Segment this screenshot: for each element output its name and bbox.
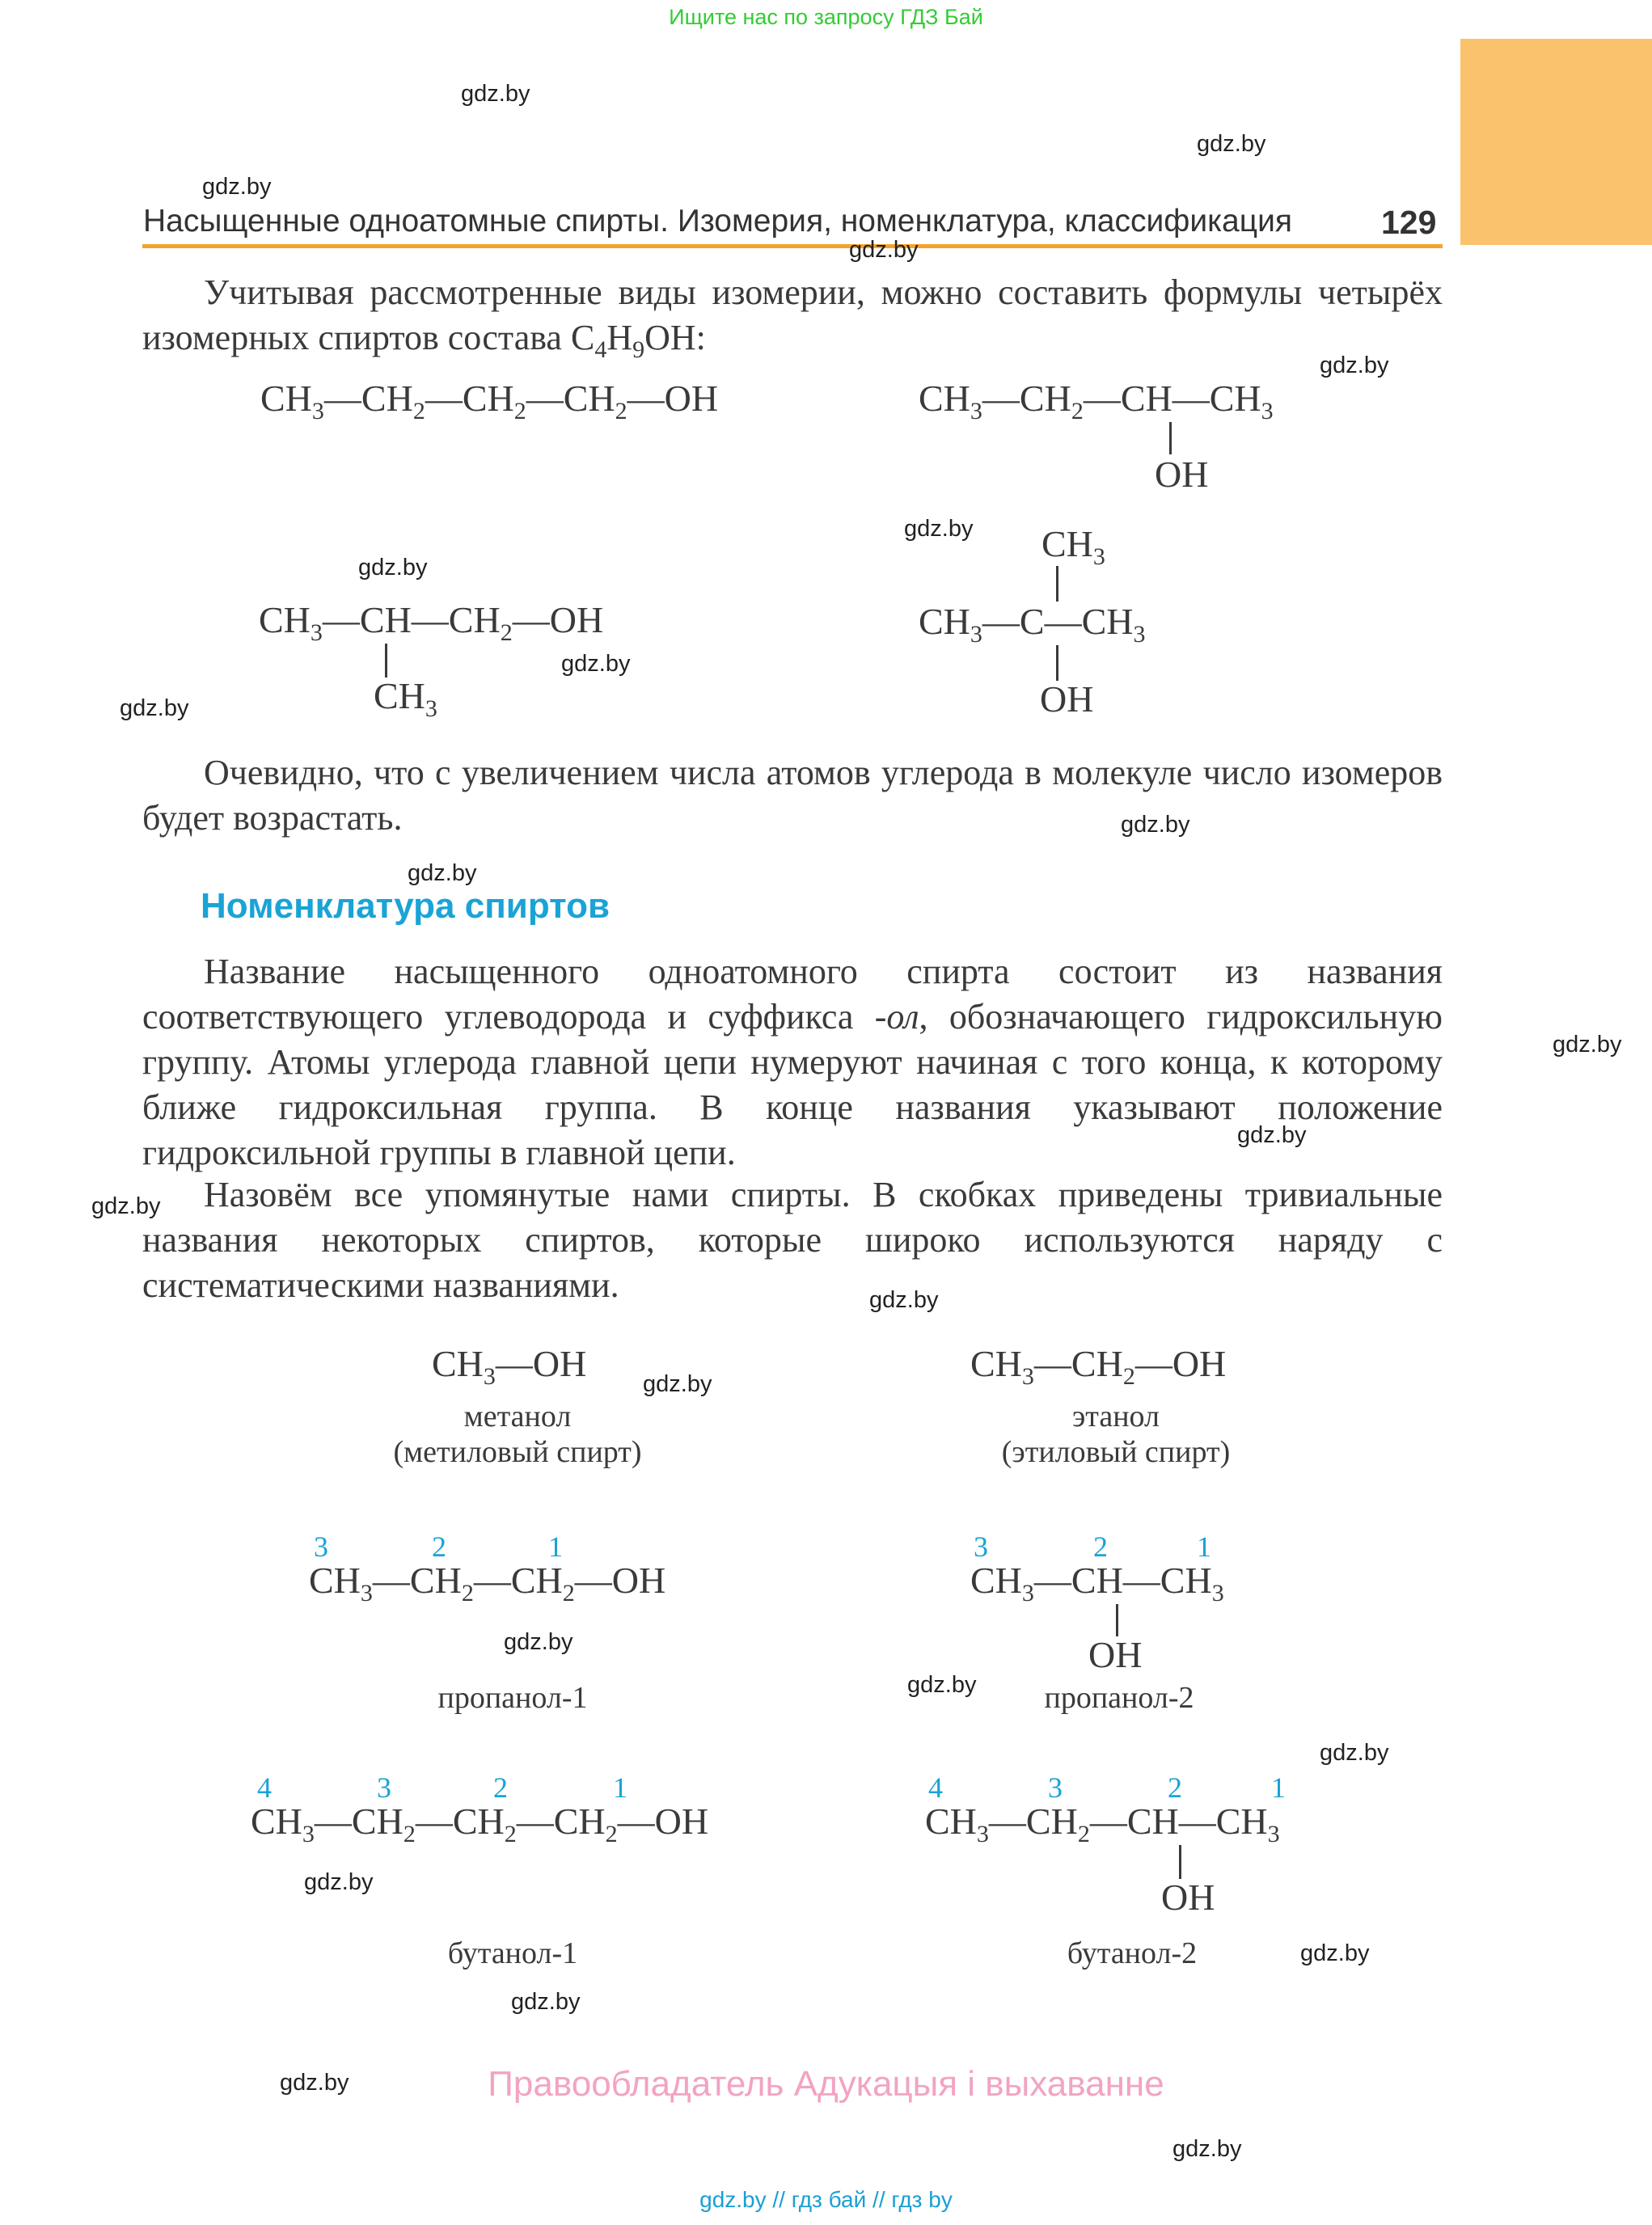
watermark: gdz.by xyxy=(120,695,189,721)
watermark: gdz.by xyxy=(280,2070,349,2096)
carbon-number: 3 xyxy=(314,1530,328,1563)
bond-line xyxy=(1169,422,1172,454)
watermark: gdz.by xyxy=(1172,2136,1242,2162)
watermark: gdz.by xyxy=(869,1287,939,1313)
isomer-2-methylpropanol-1-formula: $CH_3—CH—CH_2—OH$ xyxy=(259,599,604,646)
isomer-butanol-2-oh: OH xyxy=(1155,454,1209,495)
bond-line xyxy=(1056,645,1058,681)
isomer-2-methylpropanol-2-top: $CH_3$ xyxy=(1041,523,1105,570)
propanol-1-name: пропанол-1 xyxy=(437,1681,588,1715)
carbon-number: 3 xyxy=(377,1771,391,1804)
bond-line xyxy=(385,644,387,678)
propanol-2-formula: $CH_3—CH—CH_3$ xyxy=(970,1560,1224,1606)
top-note: Ищите нас по запросу ГДЗ Бай xyxy=(669,5,983,29)
isomer-2-methylpropanol-2-formula: $CH_3—C—CH_3$ xyxy=(919,601,1146,648)
carbon-number: 1 xyxy=(548,1530,563,1563)
propanol-1-formula: $CH_3—CH_2—CH_2—OH$ xyxy=(309,1560,666,1606)
methanol-name: метанол xyxy=(463,1400,572,1433)
carbon-number: 2 xyxy=(493,1771,508,1804)
watermark: gdz.by xyxy=(408,860,477,886)
butanol-1-formula: $CH_3—CH_2—CH_2—CH_2—OH$ xyxy=(251,1801,709,1847)
watermark: gdz.by xyxy=(1121,812,1190,838)
watermark: gdz.by xyxy=(1237,1122,1307,1148)
bond-line xyxy=(1116,1604,1118,1636)
isomer-2-methylpropanol-2-oh: OH xyxy=(1040,678,1094,720)
watermark: gdz.by xyxy=(1320,353,1389,378)
running-header: Насыщенные одноатомные спирты. Изомерия, номенклатура, классификация xyxy=(143,204,1292,239)
watermark: gdz.by xyxy=(1320,1740,1389,1766)
carbon-number: 1 xyxy=(1271,1771,1286,1804)
paragraph-intro: Учитывая рассмотренные виды изомерии, можно составить формулы четырёх изомерных спиртов состава $C_4H_9OH$: xyxy=(142,272,1443,363)
methanol-trivial-name: (метиловый спирт) xyxy=(393,1435,642,1469)
carbon-number: 1 xyxy=(1197,1530,1211,1563)
watermark: gdz.by xyxy=(461,81,530,107)
watermark: gdz.by xyxy=(561,651,631,677)
butanol-2-formula: $CH_3—CH_2—CH—CH_3$ xyxy=(925,1801,1280,1847)
watermark: gdz.by xyxy=(904,516,974,542)
watermark: gdz.by xyxy=(202,174,272,200)
butanol-2-oh: OH xyxy=(1161,1877,1215,1918)
carbon-number: 3 xyxy=(1048,1771,1063,1804)
carbon-number: 4 xyxy=(928,1771,943,1804)
carbon-number: 2 xyxy=(1168,1771,1182,1804)
paragraph-names: Назовём все упомянутые нами спирты. В скобках приведены тривиальные названия некоторых спиртов, которые широко используются наряду с систематическими названиями. xyxy=(142,1175,1443,1305)
copyright-notice: Правообладатель Адукацыя і выхаванне xyxy=(488,2064,1164,2104)
watermark: gdz.by xyxy=(1300,1940,1370,1966)
section-heading: Номенклатура спиртов xyxy=(201,886,611,926)
isomer-butanol-2-formula: $CH_3—CH_2—CH—CH_3$ xyxy=(919,378,1274,424)
footer-links[interactable]: gdz.by // гдз бай // гдз by xyxy=(699,2187,953,2212)
watermark: gdz.by xyxy=(504,1629,573,1655)
carbon-number: 2 xyxy=(432,1530,446,1563)
butanol-2-name: бутанол-2 xyxy=(1067,1936,1198,1970)
isomer-2-methylpropanol-1-ch3: $CH_3$ xyxy=(374,675,437,722)
paragraph-nomenclature: Название насыщенного одноатомного спирта состоит из названия соответствующего углеводорода и суффикса -ол, обозначающего гидроксильную группу. Атомы углерода главной цепи нумеруют начиная с того конца, к которому ближе гидроксильная группа. В конце названия указывают положение гидроксильной группы в главной цепи. xyxy=(142,952,1443,1172)
watermark: gdz.by xyxy=(358,555,428,581)
watermark: gdz.by xyxy=(1197,131,1266,157)
propanol-2-name: пропанол-2 xyxy=(1044,1681,1194,1715)
watermark: gdz.by xyxy=(643,1371,712,1397)
paragraph-isomer-count: Очевидно, что с увеличением числа атомов углерода в молекуле число изомеров будет возрастать. xyxy=(142,753,1443,838)
carbon-number: 4 xyxy=(257,1771,272,1804)
watermark: gdz.by xyxy=(907,1672,977,1698)
ethanol-formula: $CH_3—CH_2—OH$ xyxy=(970,1343,1227,1390)
watermark: gdz.by xyxy=(91,1193,161,1219)
watermark: gdz.by xyxy=(849,237,919,263)
carbon-number: 2 xyxy=(1093,1530,1108,1563)
carbon-number: 1 xyxy=(613,1771,627,1804)
ethanol-name: этанол xyxy=(1071,1400,1160,1433)
watermark: gdz.by xyxy=(511,1989,581,2015)
watermark: gdz.by xyxy=(304,1869,374,1895)
watermark: gdz.by xyxy=(1553,1032,1622,1058)
bond-line xyxy=(1056,566,1058,602)
chapter-tab xyxy=(1460,39,1652,245)
header-rule xyxy=(142,244,1443,248)
ethanol-trivial-name: (этиловый спирт) xyxy=(1001,1435,1231,1469)
page-number: 129 xyxy=(1381,204,1437,241)
bond-line xyxy=(1179,1845,1181,1879)
carbon-number: 3 xyxy=(974,1530,988,1563)
methanol-formula: $CH_3—OH$ xyxy=(432,1343,587,1390)
isomer-butanol-1-formula: $CH_3—CH_2—CH_2—CH_2—OH$ xyxy=(260,378,719,424)
butanol-1-name: бутанол-1 xyxy=(447,1936,578,1970)
propanol-2-oh: OH xyxy=(1088,1634,1143,1675)
